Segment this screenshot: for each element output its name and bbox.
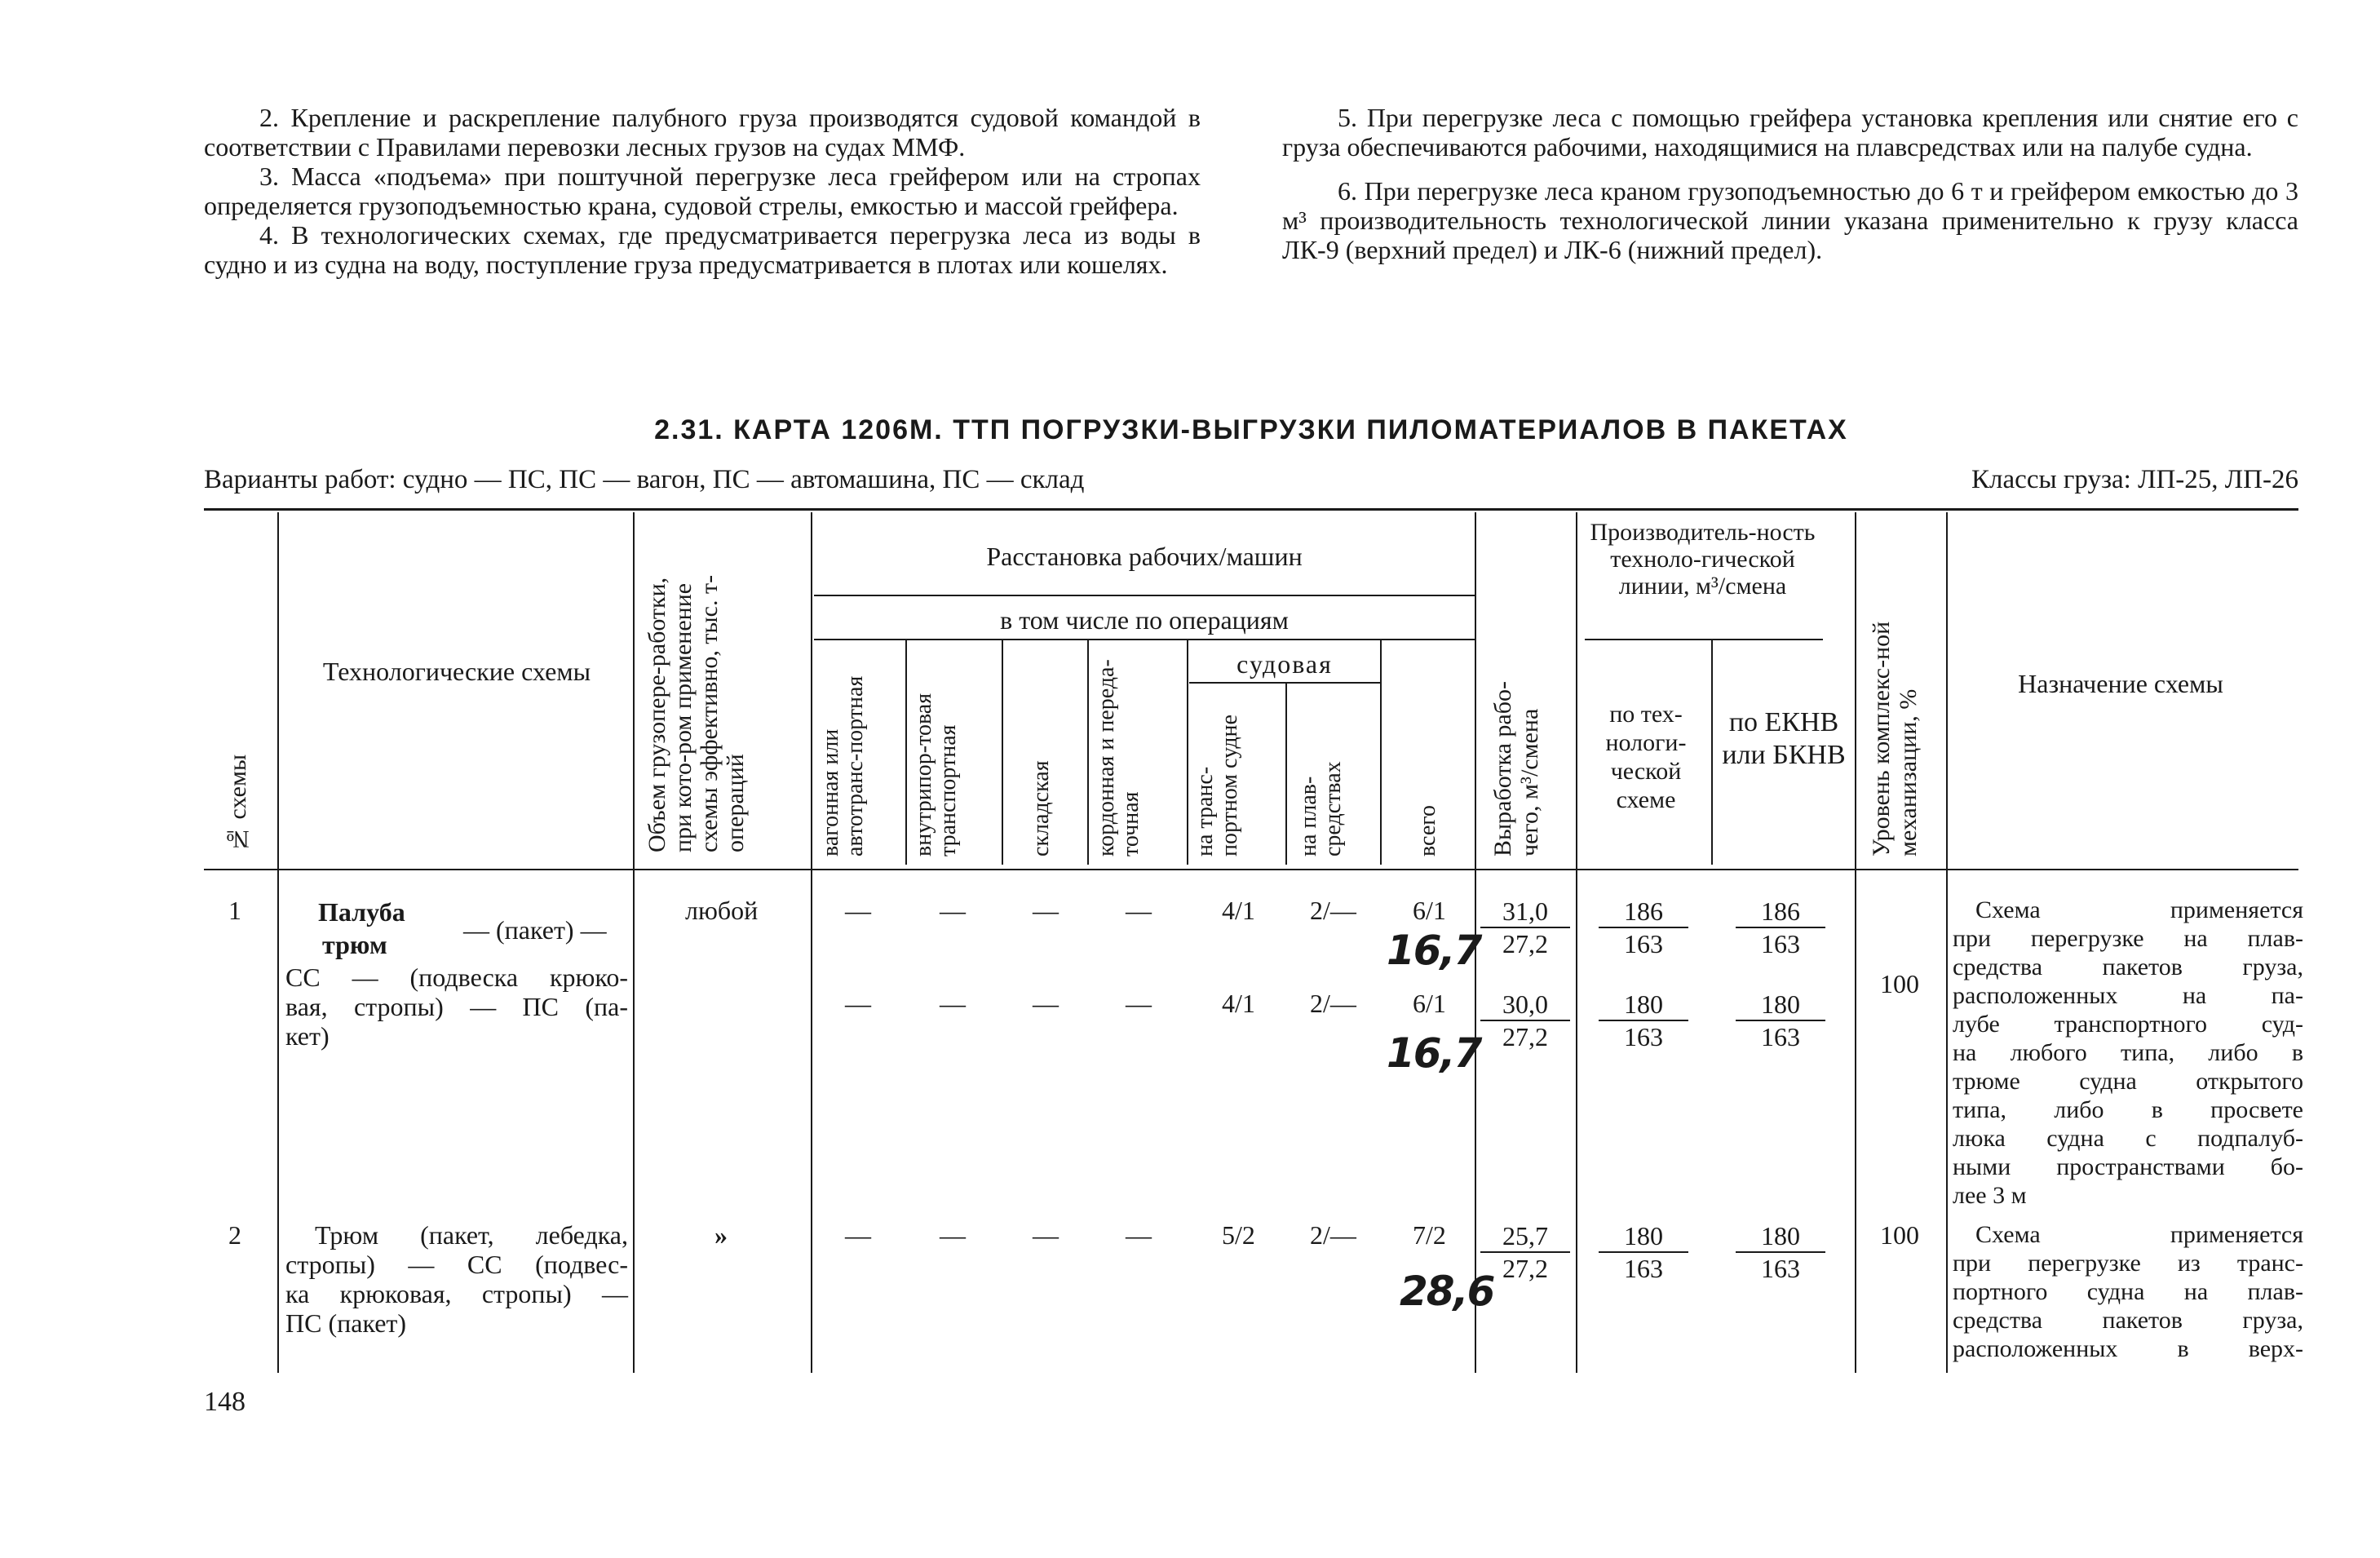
row-1-scheme-hold: трюм — [322, 930, 387, 959]
row-1b-total: 6/1 — [1413, 989, 1446, 1018]
row-1-scheme-packet: — (пакет) — — [463, 915, 607, 945]
row-1a-on-float: 2/— — [1310, 896, 1356, 925]
header-intraport: внутрипор-товая транспортная — [911, 693, 961, 856]
intro-paragraph-4: 4. В технологических схемах, где предусматривается перегрузка леса из воды в судно и из судна на воду, поступление груза предусматривается в плотах или кошелях. — [204, 220, 1201, 279]
row-1b-on-float: 2/— — [1310, 989, 1356, 1018]
header-wagon: вагонная или автотранс-портная — [818, 675, 868, 856]
header-on-transport-ship: на транс-портном судне — [1192, 715, 1242, 856]
header-output: Выработка рабо-чего, м³/смена — [1489, 681, 1543, 856]
header-by-ekvn: по ЕКНВ или БКНВ — [1722, 707, 1846, 770]
row-1a-wagon: — — [845, 896, 871, 925]
row-2-scheme: Трюм (пакет, лебедка, стропы) — СС (подвес- ка крюковая, стропы) — ПС (пакет) — [285, 1220, 628, 1338]
header-purpose: Назначение схемы — [2018, 669, 2223, 698]
row-1-scheme-line-4: вая, стропы) — ПС (па- — [285, 992, 628, 1021]
row-1-scheme-deck: Палуба — [318, 897, 405, 927]
row-1b-on-transport: 4/1 — [1222, 989, 1255, 1018]
row-2-volume: » — [714, 1220, 728, 1250]
header-schemes: Технологические схемы — [322, 657, 591, 686]
row-1b-handwritten-note: 16,7 — [1387, 1029, 1481, 1077]
row-1a-total: 6/1 — [1413, 896, 1446, 925]
header-by-scheme: по тех-нологи-ческой схеме — [1605, 701, 1687, 813]
page-number: 148 — [204, 1387, 246, 1417]
header-on-float: на плав-средствах — [1296, 761, 1346, 856]
row-1a-productivity-scheme: $\frac{186}{163}$ — [1599, 896, 1688, 959]
cargo-classes: Классы груза: ЛП-25, ЛП-26 — [1971, 465, 2298, 494]
row-1a-warehouse: — — [1033, 896, 1059, 925]
row-2-on-float: 2/— — [1310, 1220, 1356, 1250]
row-2-warehouse: — — [1033, 1220, 1059, 1250]
row-2-handwritten-note: 28,6 — [1400, 1268, 1494, 1315]
row-2-purpose: Схема применяется при перегрузке из транс- портного судна на плав- средства пакетов груза, расположенных в верх- — [1953, 1221, 2303, 1362]
row-1-scheme-line-3: СС — (подвеска крюко- — [285, 963, 628, 992]
header-warehouse: складская — [1029, 760, 1054, 856]
row-2-cordon: — — [1126, 1220, 1152, 1250]
row-2-wagon: — — [845, 1220, 871, 1250]
header-by-operations: в том числе по операциям — [1000, 605, 1289, 635]
row-1-scheme-line-5: кет) — [285, 1021, 330, 1051]
header-cordon: кордонная и переда-точная — [1094, 659, 1144, 856]
intro-paragraph-3: 3. Масса «подъема» при поштучной перегрузке леса грейфером или на стропах определяется грузоподъемностью крана, судовой стрелы, емкостью и массой грейфера. — [204, 162, 1201, 220]
row-1b-intraport: — — [940, 989, 966, 1018]
row-2-output: $\frac{25,7}{27,2}$ — [1480, 1220, 1570, 1284]
row-1-purpose: Схема применяется при перегрузке на плав- средства пакетов груза, расположенных на па- лубе транспортного суд- на любого типа, либо в трюме судна открытого типа, либо в просвете люка судна с подпалуб- ными пространствами бо- лее 3 м — [1953, 896, 2303, 1209]
row-1b-productivity-scheme: $\frac{180}{163}$ — [1599, 989, 1688, 1052]
row-2-intraport: — — [940, 1220, 966, 1250]
header-placement: Расстановка рабочих/машин — [986, 542, 1303, 571]
row-1a-cordon: — — [1126, 896, 1152, 925]
work-variants: Варианты работ: судно — ПС, ПС — вагон, ПС — автомашина, ПС — склад — [204, 465, 1085, 494]
row-1b-cordon: — — [1126, 989, 1152, 1018]
row-1a-intraport: — — [940, 896, 966, 925]
header-productivity: Производитель-ность техноло-гической линии, м³/смена — [1590, 519, 1816, 600]
header-scheme-number: № схемы — [224, 754, 251, 852]
row-2-on-transport: 5/2 — [1222, 1220, 1255, 1250]
header-mechanization: Уровень комплекс-ной механизации, % — [1868, 621, 1922, 856]
intro-paragraph-2: 2. Крепление и раскрепление палубного груза производятся судовой командой в соответствии с Правилами перевозки лесных грузов на судах ММФ. — [204, 103, 1201, 162]
row-1-volume: любой — [685, 896, 759, 925]
row-2-mechanization: 100 — [1880, 1220, 1919, 1250]
row-2-number: 2 — [228, 1220, 241, 1250]
row-1-number: 1 — [228, 896, 241, 925]
intro-left-column — [204, 103, 1201, 279]
intro-right-column — [1282, 103, 2298, 264]
intro-paragraph-5: 5. При перегрузке леса с помощью грейфера установка крепления или снятие его с груза обеспечиваются рабочими, находящимися на плавсредствах или на палубе судна. — [1282, 103, 2298, 162]
intro-paragraph-6: 6. При перегрузке леса краном грузоподъемностью до 6 т и грейфером емкостью до 3 м³ производительность технологической линии указана применительно к грузу класса ЛК-9 (верхний предел) и ЛК-6 (нижний предел). — [1282, 176, 2298, 264]
header-volume: Объем грузопере-работки, при кото-ром применение схемы эффективно, тыс. т-операций — [644, 574, 749, 852]
row-1b-output: $\frac{30,0}{27,2}$ — [1480, 989, 1570, 1052]
row-2-total: 7/2 — [1413, 1220, 1446, 1250]
row-1a-handwritten-note: 16,7 — [1387, 927, 1481, 974]
row-1a-on-transport: 4/1 — [1222, 896, 1255, 925]
header-total: всего — [1415, 804, 1440, 856]
row-1b-productivity-ekvn: $\frac{180}{163}$ — [1736, 989, 1825, 1052]
row-1-mechanization: 100 — [1880, 969, 1919, 998]
row-1a-productivity-ekvn: $\frac{186}{163}$ — [1736, 896, 1825, 959]
section-title: 2.31. КАРТА 1206М. ТТП ПОГРУЗКИ-ВЫГРУЗКИ ПИЛОМАТЕРИАЛОВ В ПАКЕТАХ — [654, 414, 1848, 445]
row-2-productivity-scheme: $\frac{180}{163}$ — [1599, 1220, 1688, 1284]
row-2-productivity-ekvn: $\frac{180}{163}$ — [1736, 1220, 1825, 1284]
header-ship: судовая — [1236, 649, 1333, 679]
row-1a-output: $\frac{31,0}{27,2}$ — [1480, 896, 1570, 959]
row-1b-warehouse: — — [1033, 989, 1059, 1018]
row-1b-wagon: — — [845, 989, 871, 1018]
